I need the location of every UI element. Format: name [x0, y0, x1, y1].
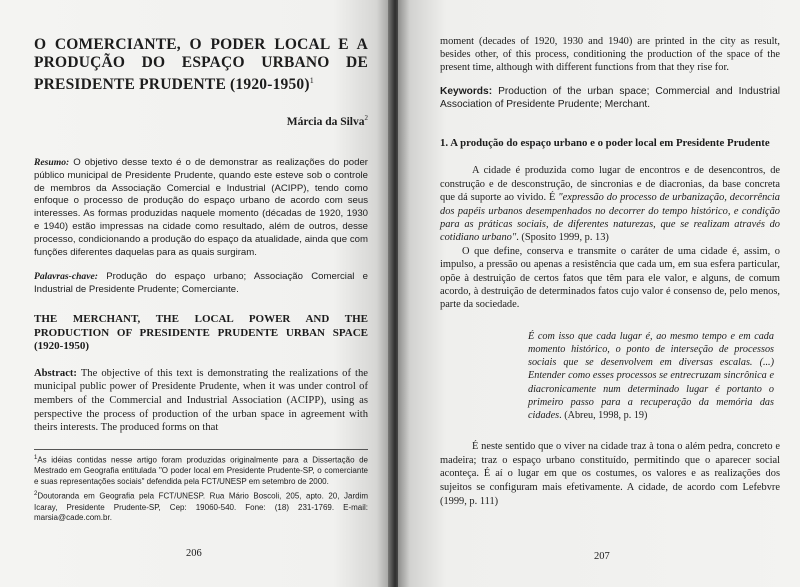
body-paragraph-1: A cidade é produzida como lugar de encontros e de desencontros, de construção e de desconstrução, de sincronias e de diacronias, da base concreta que dá suporte ao vivido. É "expressão do processo de urbanização, decorrência dos papéis urbanos desempenhados no decorrer do tempo histórico, e condição para as práticas sociais, de diferentes naturezas, que se realizam através do cotidiano urbano". (Sposito 1999, p. 13)	[440, 165, 780, 244]
quote-citation: . (Abreu, 1998, p. 19)	[559, 410, 648, 422]
author-footnote-marker: 2	[364, 114, 368, 123]
footnotes	[34, 449, 368, 526]
title-footnote-marker: 1	[309, 76, 314, 85]
keywords-paragraph	[440, 86, 780, 112]
body-paragraph-2: O que define, conserva e transmite o caráter de uma cidade é, assim, o impulso, a pressão ou apenas a resistência que cada um, em sua esfera particular, opõe à destruição de certos fatos que têm para ele valor, e alguns, de comum acordo, à destruição de determinados fatos cujo valor é consenso de, pelo menos, parte da sociedade.	[440, 245, 780, 311]
article-title: O COMERCIANTE, O PODER LOCAL E A PRODUÇÃO DO ESPAÇO URBANO DE PRESIDENTE PRUDENTE (1920-1950)$^1$	[34, 36, 368, 94]
footnote-1: $^1$As idéias contidas nesse artigo foram produzidas originalmente para a Dissertação de Mestrado em Geografia entitulada "O poder local em Presidente Prudente-SP, o comerciante e suas representações sociais" defendida pela FCT/UNESP em setembro de 2000.	[34, 455, 368, 486]
abstract-label: Abstract:	[34, 367, 77, 379]
page-number-left: 206	[186, 548, 202, 559]
english-title: THE MERCHANT, THE LOCAL POWER AND THE PRODUCTION OF PRESIDENTE PRUDENTE URBAN SPACE (1920-1950)	[34, 312, 368, 353]
inline-quote: "expressão do processo de urbanização, decorrência dos papéis urbanos desempenhados no decorrer do tempo histórico, e condição para as práticas sociais, de diferentes naturezas, que se realizam através do cotidiano urbano"	[440, 192, 780, 244]
left-page	[0, 0, 392, 587]
block-quote: É com isso que cada lugar é, ao mesmo tempo e em cada momento histórico, o ponto de interseção de processos sociais que se desenvolvem em diversas escalas. (...) Entender como esses processos se entrecruzam sincrônica e diacronicamente num determinado lugar é portanto o primeiro passo para a recuperação da memória das cidades. (Abreu, 1998, p. 19)	[528, 330, 774, 422]
palavras-chave-text: Produção do espaço urbano; Associação Comercial e Industrial de Presidente Prudente; Comerciante.	[34, 271, 368, 296]
resumo-paragraph	[34, 157, 368, 259]
abstract-continuation: moment (decades of 1920, 1930 and 1940) are printed in the city as result, besides other, of this process, conditioning the production of the space of the present time, although with different functions from that they rise for.	[440, 36, 780, 73]
section-heading: 1. A produção do espaço urbano e o poder local em Presidente Prudente	[440, 136, 770, 149]
page-number-right: 207	[594, 551, 610, 562]
abstract-paragraph	[34, 367, 368, 435]
footnote-2: $^2$Doutoranda em Geografia pela FCT/UNESP. Rua Mário Boscoli, 205, apto. 20, Jardim Icaray, Presidente Prudente-SP, Cep: 19060-540. Fone: (18) 231-1769. E-mail: marsia@cade.com.br.	[34, 491, 368, 523]
keywords-text: Production of the urban space; Commercial and Industrial Association of Presidente Prudente; Merchant.	[440, 86, 780, 111]
abstract-text: The objective of this text is demonstrating the realizations of the municipal public power of Presidente Prudente, when it was under control of members of the Commercial and Industrial Association (ACIPP), using as perspective the process of production of the urban space in agreement with theirs interests. The produced forms on that	[34, 367, 368, 434]
right-page	[398, 0, 800, 587]
resumo-label: Resumo:	[34, 156, 70, 168]
body-paragraph-3: É neste sentido que o viver na cidade traz à tona o além pedra, concreto e madeira; traz o espaço urbano constituído, permitindo que o aparecer social aconteça. É aí o lugar em que os costumes, os valores e as realizações dos sujeitos se configuram mais efetivamente. A cidade, de acordo com Lefebvre (1999, p. 111)	[440, 441, 780, 507]
author-name: Márcia da Silva$^2$	[286, 114, 368, 128]
resumo-text: O objetivo desse texto é o de demonstrar as realizações do poder público municipal de Presidente Prudente, quando este esteve sob o controle de membros da Associação Comercial e Industrial (ACIPP), tendo como enfoque o processo de produção do espaço urbano de acordo com seus interesses. As formas produzidas naquele momento (décadas de 1920, 1930 e 1940) estão impressas na cidade como resultado, além de outros, desse processo, condicionando a produção do espaço da atualidade, ainda que com funções diferentes daquelas para as quais surgiram.	[34, 156, 368, 258]
keywords-label: Keywords:	[440, 86, 493, 98]
palavras-chave-label: Palavras-chave:	[34, 271, 98, 283]
palavras-chave-paragraph	[34, 271, 368, 297]
